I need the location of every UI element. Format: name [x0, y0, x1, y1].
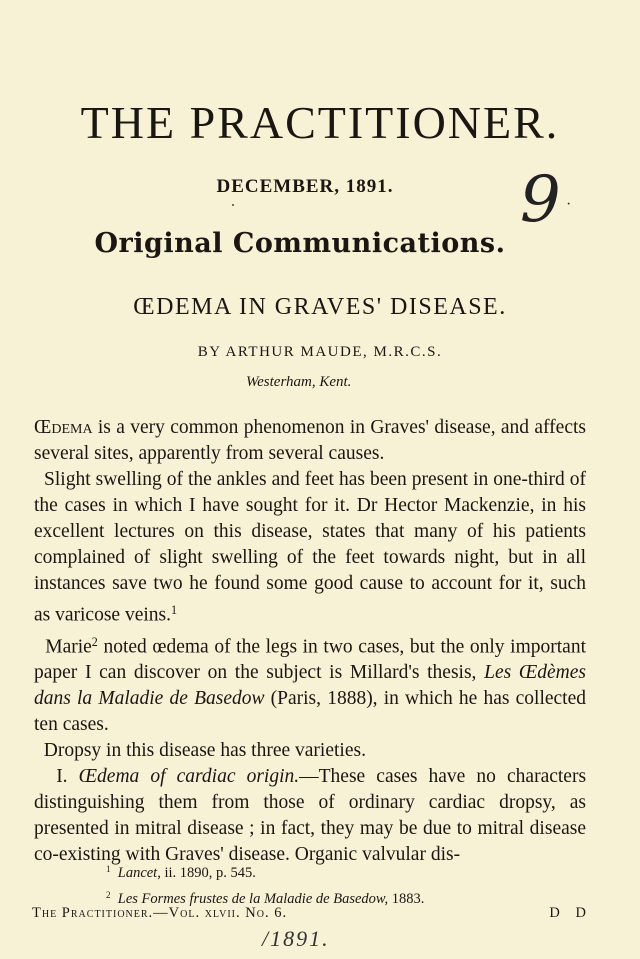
paragraph-3-end: (Paris, 1888), in which he has collected ten cases. — [34, 688, 586, 736]
footnote-1-detail: ii. 1890, p. 545. — [160, 864, 256, 881]
article-title: ŒDEMA IN GRAVES' DISEASE. — [133, 294, 507, 320]
paragraph-3 — [34, 629, 586, 739]
signature-mark: D D — [549, 905, 592, 921]
paragraph-2 — [34, 467, 586, 629]
footnote-2-number: 2 — [106, 889, 111, 900]
print-speck — [232, 204, 234, 206]
footnote-1-number: 1 — [106, 864, 111, 874]
paragraph-5-heading: Œdema of cardiac origin. — [78, 766, 300, 788]
footnote-2-source: Les Formes frustes de la Maladie de Basedow, — [117, 890, 389, 907]
paragraph-4 — [34, 738, 586, 764]
issue-date: DECEMBER, 1891. — [216, 176, 394, 197]
paragraph-5 — [34, 764, 586, 868]
paragraph-1-text: is a very common phenomenon in Graves' disease, and affects several sites, apparently from several causes. — [34, 417, 586, 464]
paragraph-5-number: I. — [56, 766, 79, 788]
author-byline: BY ARTHUR MAUDE, M.R.C.S. — [197, 344, 443, 360]
footnote-1-source: Lancet, — [117, 864, 161, 881]
footnote-1 — [106, 858, 606, 884]
article-body — [34, 415, 586, 868]
section-heading: Original Communications. — [94, 228, 506, 259]
footnote-ref-1: 1 — [171, 603, 178, 617]
author-location: Westerham, Kent. — [246, 374, 352, 390]
paragraph-5-text: —These cases have no characters distinguishing them from those of ordinary cardiac dropsy, as presented in mitral disease ; in fact, they may be due to mitral disease co-existing with Graves' disease. Organic valvular dis- — [34, 766, 587, 866]
journal-title: THE PRACTITIONER. — [80, 97, 560, 148]
drop-lead: Œdema — [34, 417, 93, 438]
footnotes — [106, 858, 606, 910]
paragraph-3-text: noted œdema of the legs in two cases, but the only important paper I can discover on the subject is Millard's thesis, — [34, 636, 586, 684]
library-pencil-mark: /1891. — [262, 926, 330, 951]
running-footer-text: The Practitioner.—Vol. xlvii. No. 6. — [32, 905, 288, 921]
running-footer — [32, 905, 592, 922]
cited-thesis-title: Les Œdèmes dans la Maladie de Basedow — [34, 662, 586, 710]
handwritten-dot: · — [566, 196, 572, 213]
paragraph-4-text: Dropsy in this disease has three varieties. — [43, 740, 366, 762]
paragraph-3-author: Marie — [45, 636, 92, 658]
handwritten-number: 9 — [520, 163, 561, 237]
footnote-2-detail: 1883. — [388, 890, 425, 907]
paragraph-1 — [34, 415, 586, 467]
paragraph-2-text: Slight swelling of the ankles and feet has been present in one-third of the cases in which I have sought for it. Dr Hector Mackenzie, in his excellent lectures on this disease, states that many of his patients complained of slight swelling of the feet towards night, but in all instances save two he found some good cause to account for it, such as varicose veins. — [34, 469, 586, 626]
footnote-ref-2: 2 — [91, 634, 98, 649]
